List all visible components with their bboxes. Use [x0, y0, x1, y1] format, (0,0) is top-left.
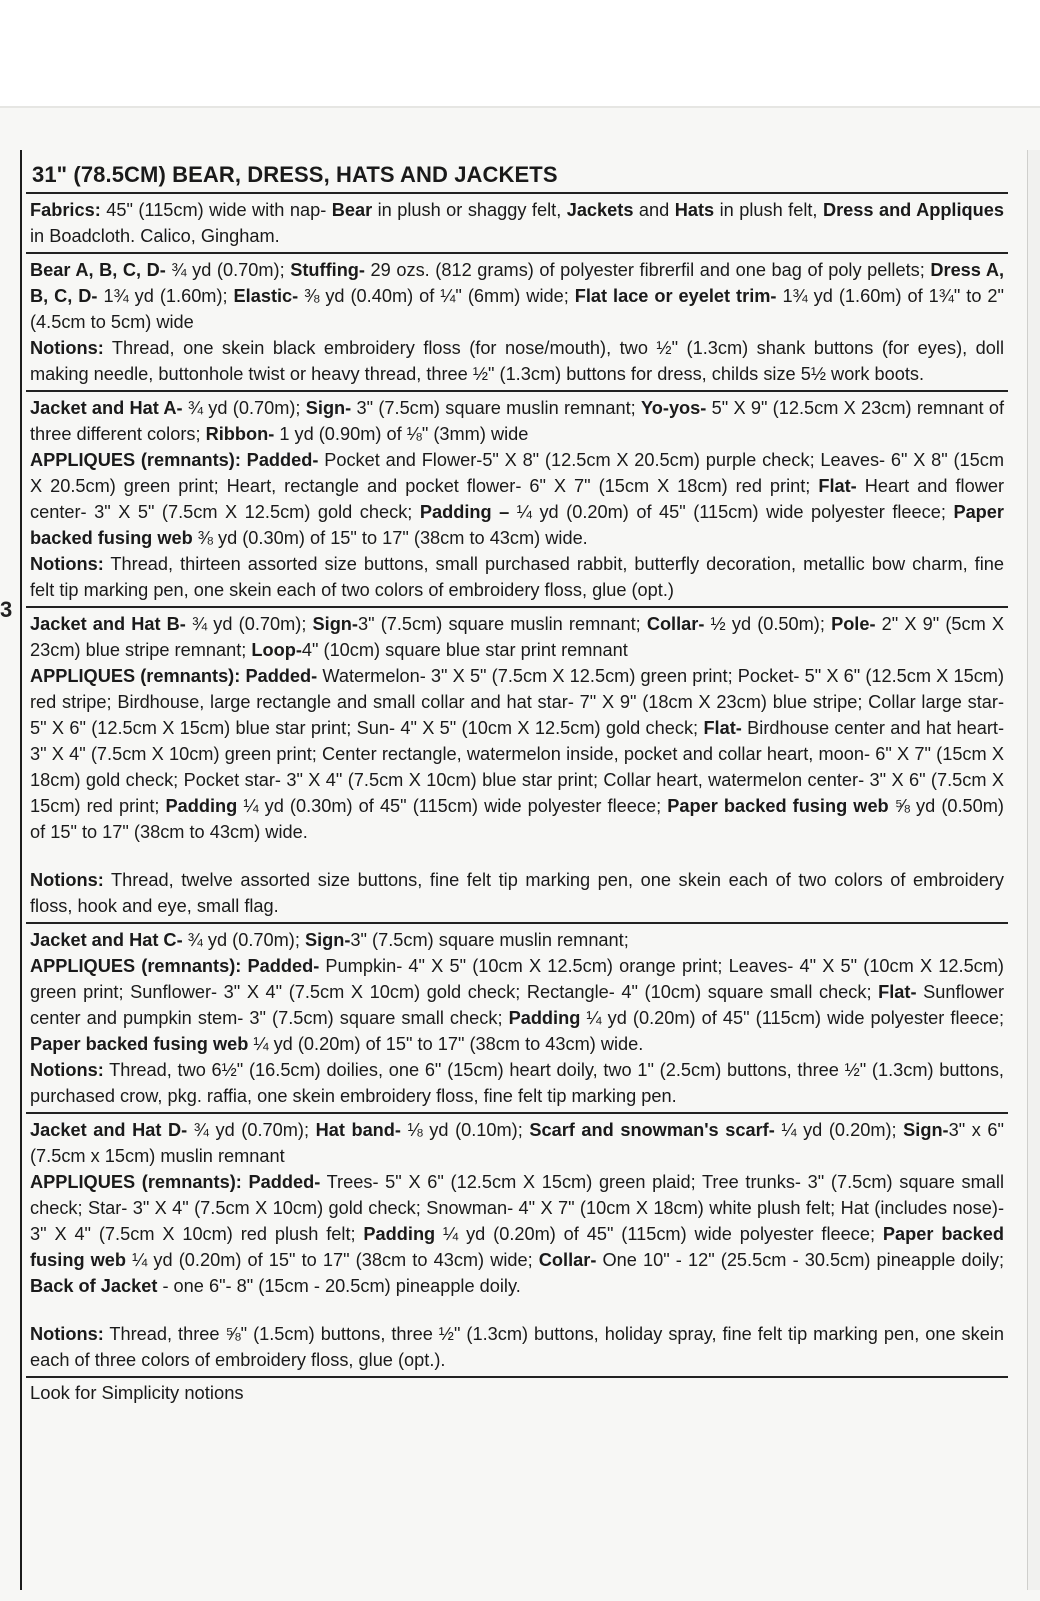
jacket-b-section	[26, 608, 1008, 924]
notions-label: Notions:	[30, 1324, 104, 1344]
padding-label: Padding –	[419, 502, 510, 522]
lace-text: 1¾ yd (1.60m) of 1¾" to 2" (4.5cm to 5cm) wide	[30, 286, 1004, 332]
spacer	[30, 1299, 1004, 1321]
fusing-web-label: Paper backed fusing web	[30, 1224, 1005, 1270]
dress-text: 1¾ yd (1.60m);	[97, 286, 234, 306]
appliques-text: Watermelon- 3" X 5" (7.5cm X 12.5cm) green print; Pocket- 5" X 6" (12.5cm X 15cm) red stripe; Birdhouse, large rectangle and small collar and hat star- 7" X 9" (18cm X 23cm) blue stripe; Collar large star- 5" X 6" (12.5cm X 15cm) blue star print; Sun- 4" X 5" (10cm X 12.5cm) gold check;	[30, 666, 1005, 738]
jacket-d-section	[26, 1114, 1008, 1378]
page-title: 31" (78.5CM) BEAR, DRESS, HATS AND JACKETS	[26, 160, 1008, 194]
appliques-label: APPLIQUES (remnants): Padded-	[30, 450, 319, 470]
ribbon-text: 1 yd (0.90m) of ⅛" (3mm) wide	[274, 424, 529, 444]
fabrics-dress-appliques: Dress and Appliques	[822, 200, 1004, 220]
loop-label: Loop-	[251, 640, 302, 660]
jacket-d-text: ¾ yd (0.70m);	[187, 1120, 316, 1140]
fabrics-text: 45" (115cm) wide with nap-	[100, 200, 332, 220]
fusing-web-text: ¼ yd (0.20m) of 15" to 17" (38cm to 43cm) wide.	[248, 1034, 644, 1054]
fabrics-hats: Hats	[674, 200, 715, 220]
fabrics-jackets: Jackets	[566, 200, 634, 220]
fabrics-text: in plush or shaggy felt,	[372, 200, 567, 220]
flat-label: Flat-	[703, 718, 742, 738]
stuffing-label: Stuffing-	[290, 260, 365, 280]
notions-text: Thread, one skein black embroidery floss (for nose/mouth), two ½" (1.3cm) shank buttons (for eyes), doll making needle, buttonhole twist or heavy thread, three ½" (1.3cm) buttons for dress, childs size 5½ work boots.	[30, 338, 1004, 384]
fabrics-text: in plush felt,	[714, 200, 823, 220]
margin-mark: 3	[0, 597, 13, 622]
appliques-label: APPLIQUES (remnants): Padded-	[30, 956, 320, 976]
fabrics-section	[26, 194, 1008, 254]
jacket-c-label: Jacket and Hat C-	[30, 930, 183, 950]
yoyos-text: 5" X 9" (12.5cm X 23cm) remnant of three different colors;	[30, 398, 1004, 444]
elastic-label: Elastic-	[233, 286, 299, 306]
sign-label: Sign-	[903, 1120, 949, 1140]
notions-text: Thread, twelve assorted size buttons, fine felt tip marking pen, one skein each of two colors of embroidery floss, hook and eye, small flag.	[30, 870, 1004, 916]
collar-text: One 10" - 12" (25.5cm - 30.5cm) pineapple doily;	[596, 1250, 1004, 1270]
fusing-web-text: ⅜ yd (0.30m) of 15" to 17" (38cm to 43cm) wide.	[192, 528, 588, 548]
back-of-jacket-text: - one 6"- 8" (15cm - 20.5cm) pineapple doily.	[157, 1276, 521, 1296]
bear-label: Bear A, B, C, D-	[30, 260, 166, 280]
sign-text: 3" (7.5cm) square muslin remnant;	[350, 930, 629, 950]
flat-text: Sunflower center and pumpkin stem- 3" (7.5cm) square small check;	[30, 982, 1004, 1028]
pole-text: 2" X 9" (5cm X 23cm) blue stripe remnant;	[30, 614, 1005, 660]
flat-label: Flat-	[878, 982, 917, 1002]
padding-text: ¼ yd (0.20m) of 45" (115cm) wide polyester fleece;	[580, 1008, 1004, 1028]
collar-label: Collar-	[538, 1250, 597, 1270]
fusing-web-label: Paper backed fusing web	[667, 796, 889, 816]
notions-text: Thread, thirteen assorted size buttons, small purchased rabbit, butterfly decoration, metallic bow charm, fine felt tip marking pen, one skein each of two colors of embroidery floss, glue (opt.)	[30, 554, 1004, 600]
fusing-web-text: ¼ yd (0.20m) of 15" to 17" (38cm to 43cm) wide;	[126, 1250, 539, 1270]
jacket-b-label: Jacket and Hat B-	[30, 614, 186, 634]
jacket-a-label: Jacket and Hat A-	[30, 398, 183, 418]
stuffing-text: 29 ozs. (812 grams) of polyester fibrerfil and one bag of poly pellets;	[364, 260, 931, 280]
top-blank-area	[0, 0, 1040, 108]
notions-label: Notions:	[30, 1060, 104, 1080]
appliques-text: Trees- 5" X 6" (12.5cm X 15cm) green plaid; Tree trunks- 3" (7.5cm) square small check; Star- 3" X 4" (7.5cm X 10cm) gold check; Snowman- 4" X 7" (10cm X 18cm) white plush felt; Hat (includes nose)- 3" X 4" (7.5cm X 10cm) red plush felt;	[30, 1172, 1004, 1244]
hat-band-text: ⅛ yd (0.10m);	[400, 1120, 530, 1140]
fabrics-text: and	[633, 200, 675, 220]
left-margin-rule	[20, 150, 22, 1590]
padding-text: ¼ yd (0.30m) of 45" (115cm) wide polyester fleece;	[237, 796, 668, 816]
fabrics-label: Fabrics:	[30, 200, 101, 220]
footer-note: Look for Simplicity notions	[30, 1382, 244, 1403]
bear-section	[26, 254, 1008, 392]
jacket-b-text: ¾ yd (0.70m);	[185, 614, 313, 634]
sign-label: Sign-	[305, 398, 352, 418]
scarf-text: ¼ yd (0.20m);	[774, 1120, 904, 1140]
padding-label: Padding	[165, 796, 238, 816]
lace-label: Flat lace or eyelet trim-	[574, 286, 777, 306]
fabrics-text: in Boadcloth. Calico, Gingham.	[30, 226, 280, 246]
collar-label: Collar-	[646, 614, 705, 634]
fusing-web-label: Paper backed fusing web	[30, 502, 1004, 548]
flat-text: Birdhouse center and hat heart- 3" X 4" (7.5cm X 10cm) green print; Center rectangle, watermelon inside, pocket and collar heart, moon- 6" X 7" (15cm X 18cm) gold check; Pocket star- 3" X 4" (7.5cm X 10cm) blue star print; Collar heart, watermelon center- 3" X 6" (7.5cm X 15cm) red print;	[30, 718, 1004, 816]
padding-label: Padding	[508, 1008, 581, 1028]
padding-text: ¼ yd (0.20m) of 45" (115cm) wide polyester fleece;	[509, 502, 954, 522]
spacer	[30, 845, 1004, 867]
sign-label: Sign-	[312, 614, 358, 634]
loop-text: 4" (10cm) square blue star print remnant	[301, 640, 628, 660]
requirements-sheet	[26, 160, 1008, 1408]
sign-text: 3" (7.5cm) square muslin remnant;	[351, 398, 641, 418]
hat-band-label: Hat band-	[315, 1120, 401, 1140]
padding-text: ¼ yd (0.20m) of 45" (115cm) wide polyester fleece;	[435, 1224, 883, 1244]
jacket-c-section	[26, 924, 1008, 1114]
appliques-text: Pumpkin- 4" X 5" (10cm X 12.5cm) orange print; Leaves- 4" X 5" (10cm X 12.5cm) green print; Sunflower- 3" X 4" (7.5cm X 10cm) gold check; Rectangle- 4" (10cm) square small check;	[30, 956, 1004, 1002]
appliques-label: APPLIQUES (remnants): Padded-	[30, 666, 318, 686]
padding-label: Padding	[363, 1224, 436, 1244]
fabrics-bear: Bear	[331, 200, 373, 220]
appliques-text: Pocket and Flower-5" X 8" (12.5cm X 20.5cm) purple check; Leaves- 6" X 8" (15cm X 20.5cm) green print; Heart, rectangle and pocket flower- 6" X 7" (15cm X 18cm) red print;	[30, 450, 1004, 496]
flat-text: Heart and flower center- 3" X 5" (7.5cm X 12.5cm) gold check;	[30, 476, 1004, 522]
jacket-c-text: ¾ yd (0.70m);	[182, 930, 305, 950]
jacket-a-text: ¾ yd (0.70m);	[182, 398, 306, 418]
yoyos-label: Yo-yos-	[641, 398, 707, 418]
fusing-web-label: Paper backed fusing web	[30, 1034, 249, 1054]
scarf-label: Scarf and snowman's scarf-	[529, 1120, 775, 1140]
fusing-web-text: ⅝ yd (0.50m) of 15" to 17" (38cm to 43cm) wide.	[30, 796, 1004, 842]
adjacent-column-edge	[1027, 150, 1040, 1590]
flat-label: Flat-	[818, 476, 857, 496]
notions-label: Notions:	[30, 338, 104, 358]
paper-fold-line	[0, 106, 1040, 108]
jacket-a-section	[26, 392, 1008, 608]
bear-text: ¾ yd (0.70m);	[165, 260, 291, 280]
appliques-label: APPLIQUES (remnants): Padded-	[30, 1172, 321, 1192]
dress-label: Dress A, B, C, D-	[30, 260, 1005, 306]
elastic-text: ⅜ yd (0.40m) of ¼" (6mm) wide;	[298, 286, 575, 306]
sign-text: 3" x 6" (7.5cm x 15cm) muslin remnant	[30, 1120, 1005, 1166]
notions-label: Notions:	[30, 554, 104, 574]
jacket-d-label: Jacket and Hat D-	[30, 1120, 188, 1140]
collar-text: ½ yd (0.50m);	[704, 614, 832, 634]
pole-label: Pole-	[831, 614, 876, 634]
notions-text: Thread, two 6½" (16.5cm) doilies, one 6" (15cm) heart doily, two 1" (2.5cm) buttons, three ½" (1.3cm) buttons, purchased crow, pkg. raffia, one skein embroidery floss, fine felt tip marking pen.	[30, 1060, 1004, 1106]
back-of-jacket-label: Back of Jacket	[30, 1276, 158, 1296]
notions-text: Thread, three ⅝" (1.5cm) buttons, three ½" (1.3cm) buttons, holiday spray, fine felt tip marking pen, one skein each of three colors of embroidery floss, glue (opt.).	[30, 1324, 1004, 1370]
notions-label: Notions:	[30, 870, 104, 890]
ribbon-label: Ribbon-	[205, 424, 275, 444]
sign-label: Sign-	[304, 930, 351, 950]
sign-text: 3" (7.5cm) square muslin remnant;	[357, 614, 647, 634]
